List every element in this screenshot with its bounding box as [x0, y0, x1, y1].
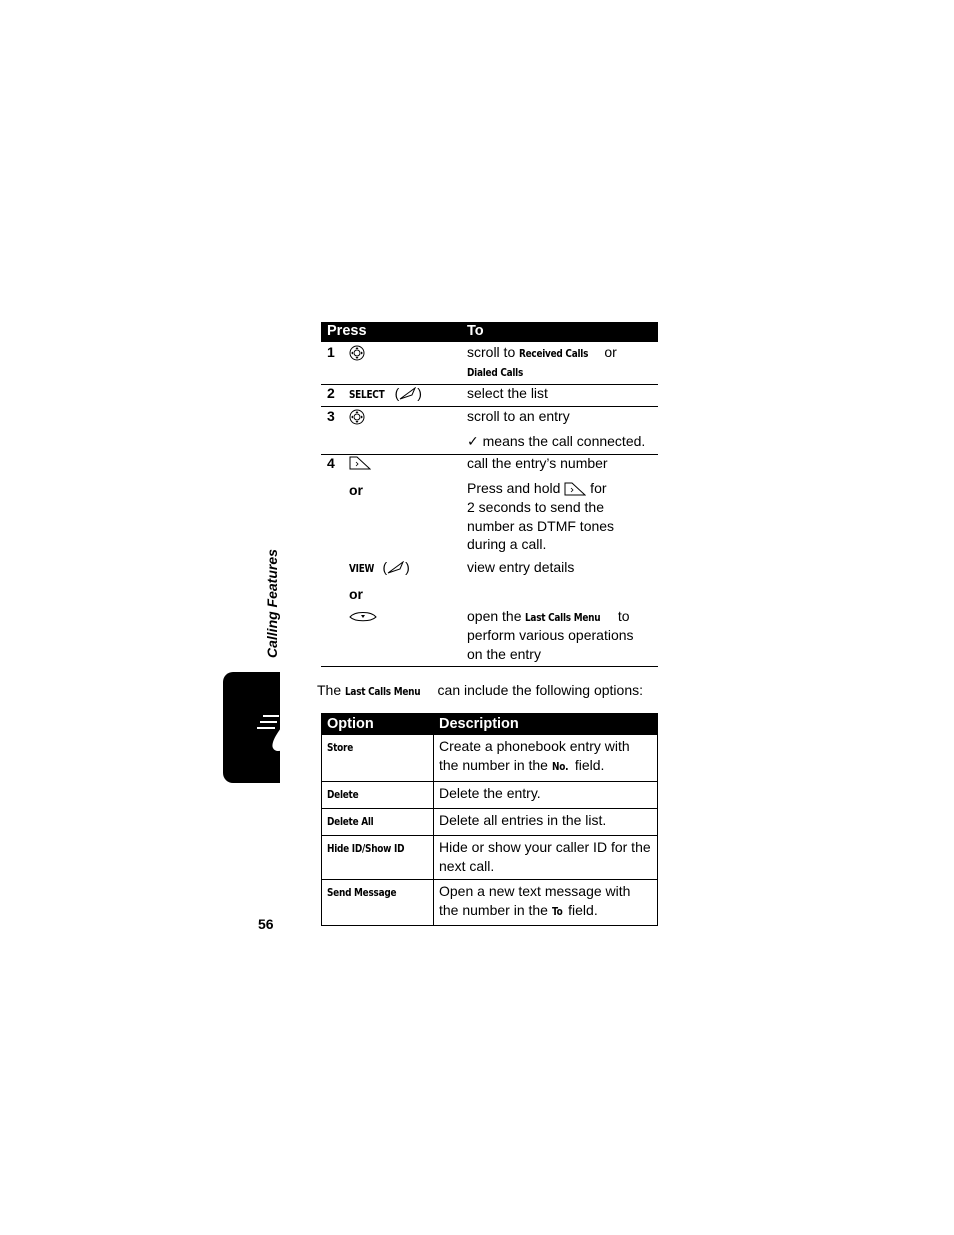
step-description-line: during a call.	[467, 536, 547, 552]
option-description	[434, 880, 658, 926]
text: (	[394, 385, 400, 401]
text: (	[382, 559, 388, 575]
menu-label: Dialed Calls	[467, 367, 524, 379]
step-description: call the entry’s number	[467, 455, 608, 471]
select-key-label	[349, 384, 422, 405]
text: )	[417, 385, 422, 401]
send-key-icon	[349, 456, 371, 470]
option-name	[322, 782, 434, 809]
option-name	[322, 735, 434, 782]
menu-label: Received Calls	[519, 348, 589, 360]
text: Delete all entries in the list.	[439, 812, 607, 828]
text: )	[405, 559, 410, 575]
text: Hide or show your caller ID for the next call.	[439, 839, 651, 874]
text: Delete the entry.	[439, 785, 541, 801]
intro-paragraph	[317, 681, 643, 702]
option-label: Send Message	[327, 887, 397, 899]
text: to	[614, 608, 630, 624]
or-separator: or	[349, 482, 363, 498]
step-number: 3	[327, 408, 335, 424]
step-description-line: number as DTMF tones	[467, 518, 615, 534]
section-label: Calling Features	[264, 549, 280, 658]
option-description	[434, 735, 658, 782]
field-label: To	[551, 906, 563, 918]
checkmark-icon: ✓	[467, 433, 479, 449]
step-description: select the list	[467, 385, 548, 401]
step-description-line: on the entry	[467, 646, 541, 662]
option-label: Store	[327, 742, 354, 754]
view-key-label	[349, 558, 410, 579]
text: or	[600, 344, 617, 360]
text: can include the following options:	[433, 682, 643, 698]
option-name	[322, 836, 434, 880]
option-name	[322, 809, 434, 836]
table-bottom-rule	[321, 666, 658, 667]
nav-key-icon	[349, 409, 365, 425]
menu-key-icon	[349, 611, 377, 623]
page-number: 56	[258, 916, 274, 932]
step-description	[467, 607, 630, 628]
table-row	[322, 735, 658, 782]
send-key-icon	[564, 482, 586, 496]
step-description: scroll to an entry	[467, 408, 570, 424]
or-separator: or	[349, 586, 363, 602]
option-label: Delete All	[327, 816, 374, 828]
table-row	[322, 809, 658, 836]
nav-key-icon	[349, 345, 365, 361]
table-row	[322, 836, 658, 880]
header-press: Press	[327, 323, 367, 339]
text: field.	[570, 757, 605, 773]
step-number: 2	[327, 385, 335, 401]
text: open the	[467, 608, 526, 624]
menu-label: Last Calls Menu	[525, 612, 601, 624]
step-number: 4	[327, 455, 335, 471]
step-description: view entry details	[467, 559, 575, 575]
text: scroll to	[467, 344, 520, 360]
section-tab	[223, 672, 280, 783]
step-note	[467, 432, 645, 451]
option-label: Hide ID/Show ID	[327, 843, 405, 855]
table-row	[322, 880, 658, 926]
option-label: Delete	[327, 789, 359, 801]
key-label: VIEW	[349, 563, 375, 575]
step-description-line: 2 seconds to send the	[467, 499, 604, 515]
phone-handset-icon	[257, 706, 305, 754]
right-soft-key-icon	[399, 387, 417, 401]
key-label: SELECT	[349, 389, 385, 401]
text: Create a phonebook entry with the number in the	[439, 738, 630, 773]
header-to: To	[467, 323, 484, 339]
text: means the call connected.	[482, 433, 646, 449]
option-description	[434, 782, 658, 809]
options-header-row	[322, 714, 658, 735]
table-row	[322, 782, 658, 809]
option-description	[434, 836, 658, 880]
field-label: No.	[551, 761, 569, 773]
options-table	[321, 713, 658, 926]
text: field.	[564, 902, 598, 918]
text: for	[586, 480, 607, 496]
header-option: Option	[322, 714, 434, 735]
steps-table-header	[321, 322, 658, 342]
right-soft-key-icon	[387, 561, 405, 575]
step-description-alt	[467, 479, 607, 498]
menu-label: Last Calls Menu	[345, 686, 421, 698]
text: Open a new text message with the number in the	[439, 883, 631, 918]
option-description	[434, 809, 658, 836]
step-description	[467, 343, 617, 364]
step-number: 1	[327, 344, 335, 360]
header-description: Description	[434, 714, 658, 735]
text: The	[317, 682, 346, 698]
step-description-line: perform various operations	[467, 627, 634, 643]
text: Press and hold	[467, 480, 565, 496]
step-description-line	[467, 362, 533, 383]
option-name	[322, 880, 434, 926]
